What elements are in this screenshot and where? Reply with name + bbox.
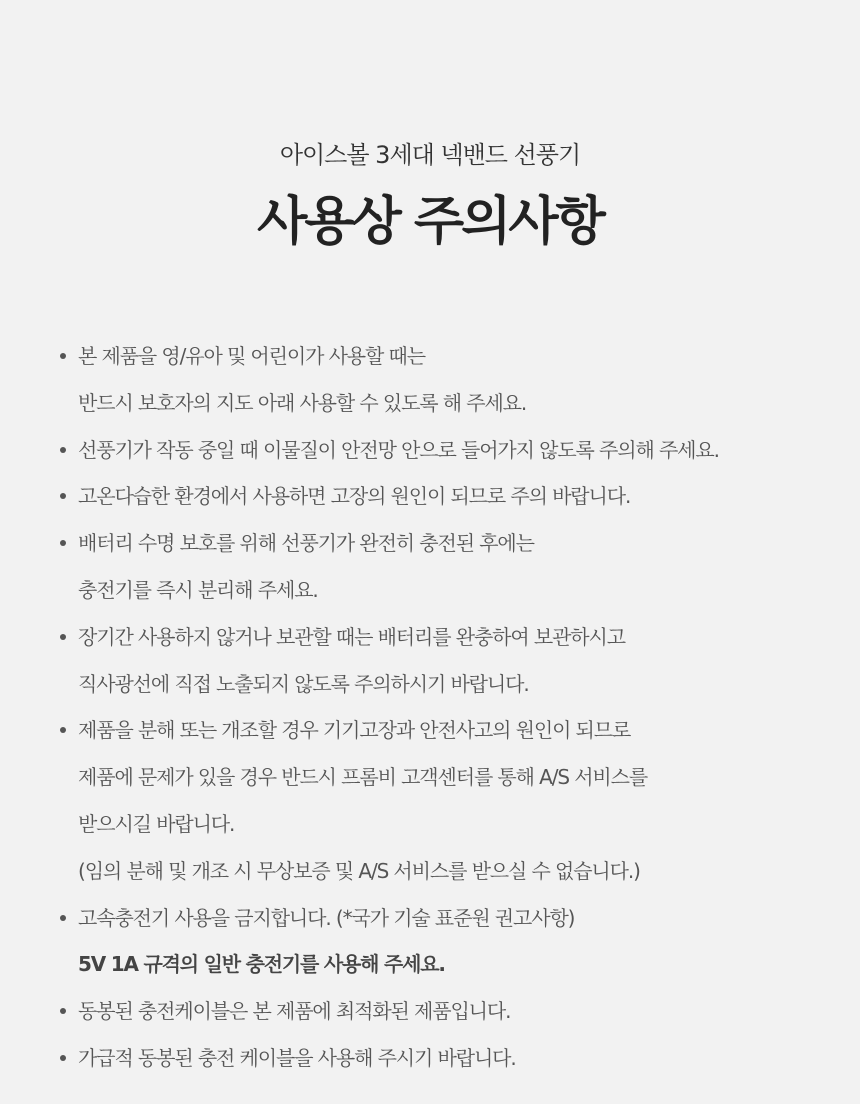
notice-list xyxy=(58,333,848,1082)
notice-item xyxy=(58,614,848,708)
notice-line: 장기간 사용하지 않거나 보관할 때는 배터리를 완충하여 보관하시고 xyxy=(58,614,848,661)
notice-line: 가급적 동봉된 충전 케이블을 사용해 주시기 바랍니다. xyxy=(58,1035,848,1082)
notice-item xyxy=(58,427,848,474)
notice-header xyxy=(0,138,860,254)
notice-item xyxy=(58,333,848,427)
notice-line: 충전기를 즉시 분리해 주세요. xyxy=(78,577,318,602)
notice-item xyxy=(58,988,848,1035)
notice-line: (임의 분해 및 개조 시 무상보증 및 A/S 서비스를 받으실 수 없습니다.) xyxy=(78,858,640,883)
page-title: 사용상 주의사항 xyxy=(257,192,603,252)
notice-item xyxy=(58,473,848,520)
notice-line: 제품에 문제가 있을 경우 반드시 프롬비 고객센터를 통해 A/S 서비스를 xyxy=(78,765,648,790)
notice-line: 반드시 보호자의 지도 아래 사용할 수 있도록 해 주세요. xyxy=(78,390,527,415)
notice-item xyxy=(58,707,848,894)
notice-line: 선풍기가 작동 중일 때 이물질이 안전망 안으로 들어가지 않도록 주의해 주세요. xyxy=(58,427,848,474)
notice-line: 고속충전기 사용을 금지합니다. (*국가 기술 표준원 권고사항) xyxy=(58,895,848,942)
notice-line: 제품을 분해 또는 개조할 경우 기기고장과 안전사고의 원인이 되므로 xyxy=(58,707,848,754)
notice-line: 직사광선에 직접 노출되지 않도록 주의하시기 바랍니다. xyxy=(78,671,529,696)
notice-line: 받으시길 바랍니다. xyxy=(78,811,235,836)
notice-item xyxy=(58,520,848,614)
notice-item xyxy=(58,895,848,989)
notice-item xyxy=(58,1035,848,1082)
product-name: 아이스볼 3세대 넥밴드 선풍기 xyxy=(279,141,581,169)
notice-line: 고온다습한 환경에서 사용하면 고장의 원인이 되므로 주의 바랍니다. xyxy=(58,473,848,520)
charger-spec-line: 5V 1A 규격의 일반 충전기를 사용해 주세요. xyxy=(78,952,445,977)
notice-line: 본 제품을 영/유아 및 어린이가 사용할 때는 xyxy=(58,333,848,380)
notice-line: 배터리 수명 보호를 위해 선풍기가 완전히 충전된 후에는 xyxy=(58,520,848,567)
notice-line: 동봉된 충전케이블은 본 제품에 최적화된 제품입니다. xyxy=(58,988,848,1035)
